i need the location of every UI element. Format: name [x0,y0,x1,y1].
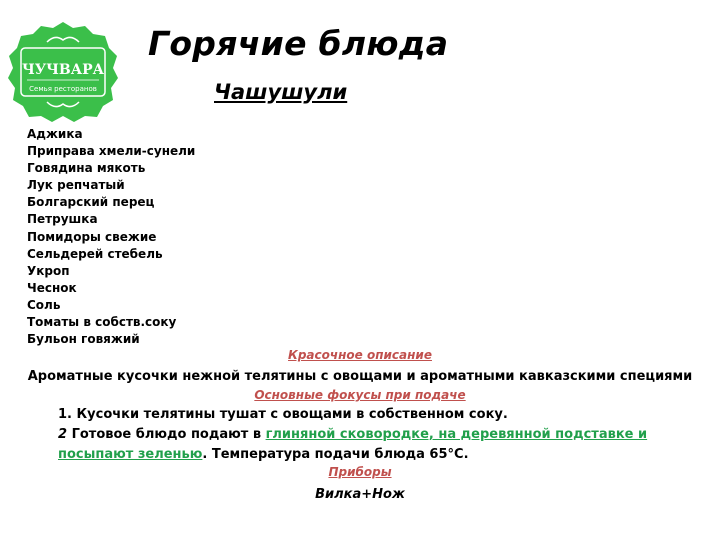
ingredient-item: Помидоры свежие [27,229,157,244]
page-title: Горячие блюда [148,24,449,63]
ingredient-item: Болгарский перец [27,195,155,210]
ingredient-item: Соль [27,297,61,312]
focus-heading: Основные фокусы при подаче [254,388,466,402]
focus-item-2-temperature: . Температура подачи блюда 65°С. [202,447,469,462]
ingredient-item: Томаты в собств.соку [27,315,177,330]
focus-item-2-number: 2 [58,427,68,442]
description-text: Ароматные кусочки нежной телятины с овощами и ароматными кавказскими специями [27,369,693,384]
logo-tagline: Семья ресторанов [29,85,97,93]
ingredient-item: Чеснок [27,280,77,295]
logo-name: ЧУЧВАРА [21,62,105,78]
restaurant-logo [7,20,119,123]
ingredient-item: Укроп [27,263,70,278]
ingredient-list [27,126,195,348]
focus-item-2-text: Готовое блюдо подают в [67,427,266,442]
ingredient-item: Сельдерей стебель [27,246,163,261]
ingredient-item: Приправа хмели-сунели [27,144,196,159]
focus-item-1: 1. Кусочки телятины тушат с овощами в собственном соку. [58,407,508,422]
ingredient-item: Петрушка [27,212,98,227]
focus-item-2 [58,425,678,465]
utensils-heading: Приборы [328,465,392,479]
ingredient-item: Бульон говяжий [27,332,140,347]
serving-link[interactable]: глиняной сковородке, на деревянной подставке и посыпают зеленью [58,427,648,462]
ingredient-item: Лук репчатый [27,178,125,193]
ingredient-item: Говядина мякоть [27,161,146,176]
dish-name: Чашушули [214,80,348,104]
description-heading: Красочное описание [288,348,432,362]
utensils-text: Вилка+Нож [315,487,405,502]
ingredient-item: Аджика [27,127,83,141]
